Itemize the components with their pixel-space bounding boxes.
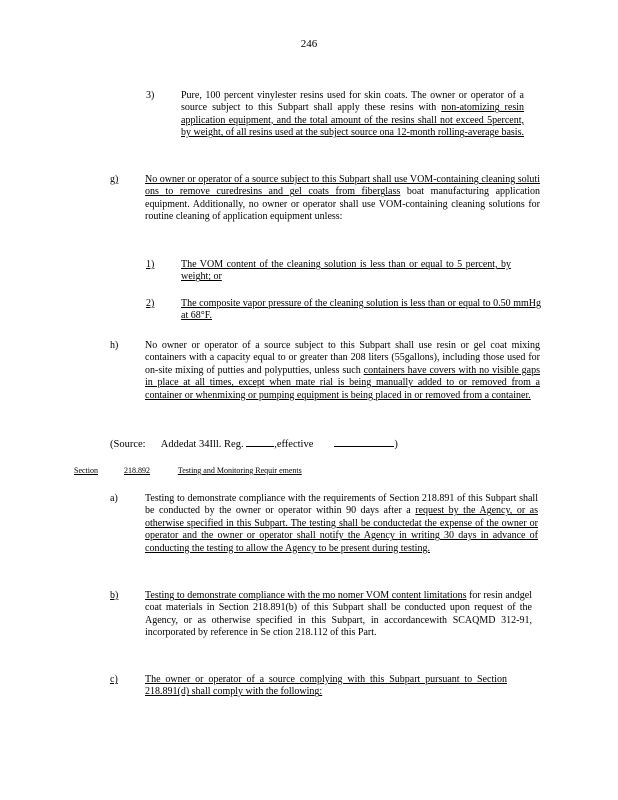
item-a-text — [145, 493, 538, 555]
item-b-label: b) — [110, 590, 119, 601]
item-3-label: 3) — [146, 90, 155, 101]
item-c-label: c) — [110, 674, 118, 685]
item-g2-label: 2) — [146, 298, 155, 309]
item-b-plain: for resin andgel coat materials in Section 218.891(b) of this Subpart shall be conducted upon request of the Agency, or as otherwise specified in this Subpart, in accordancewith SCAQMD 312-91, incorporated by reference in Se ction 218.112 of this Part. — [145, 590, 532, 639]
source-note: (Source: Addedat 34Ill. Reg. ,effective ) — [110, 439, 398, 450]
item-a-label: a) — [110, 493, 118, 504]
item-h-text — [145, 340, 540, 402]
item-h-underlined: containers have covers with no visible gaps in place at all times, except when mate rial is being manually added to or removed from a container or whenmixing or pumping equipment is being placed in or removed from a container. — [145, 364, 541, 401]
item-a-underlined: request by the Agency, or as otherwise specified in this Subpart. The testing shall be conductedat the expense of the owner or operator and the owner or operator shall notify the Agency in writing 30 days in advance of conducting the testing to allow the Agency to be present during testing. — [145, 505, 539, 554]
item-b-underlined: Testing to demonstrate compliance with the mo nomer VOM content limitations — [145, 590, 467, 601]
item-h-label: h) — [110, 340, 119, 351]
item-g1-text: The VOM content of the cleaning solution is less than or equal to 5 percent, by weight; or — [181, 259, 511, 283]
item-g1-label: 1) — [146, 259, 155, 270]
item-g-plain: boat manufacturing application equipment. Additionally, no owner or operator shall use VOM-containing cleaning solutions for routine cleaning of application equipment unless: — [145, 186, 540, 223]
item-3-underlined: non-atomizing resin application equipment, and the total amount of the resins shall not exceed 5percent, by weight, of all resins used at the subject source ona 12-month rolling-average basis. — [181, 102, 524, 139]
page-number: 246 — [300, 38, 318, 50]
item-b-text — [145, 590, 532, 640]
item-3-plain: Pure, 100 percent vinylester resins used for skin coats. The owner or operator of a source subject to this Subpart shall apply these resins with — [181, 90, 524, 114]
item-g-text — [145, 174, 540, 224]
item-g-underlined: No owner or operator of a source subject to this Subpart shall use VOM-containing cleaning soluti ons to remove curedresins and gel coats from fiberglass — [145, 174, 540, 198]
item-a-plain: Testing to demonstrate compliance with the requirements of Section 218.891 of this Subpart shall be conducted by the owner or operator within 90 days after a — [145, 493, 538, 517]
section-heading: Section 218.892 Testing and Monitoring Requir ements — [74, 466, 302, 475]
item-3-text — [181, 90, 524, 140]
item-h-plain: No owner or operator of a source subject to this Subpart shall use resin or gel coat mixing containers with a capacity equal to or greater than 208 liters (55gallons), including those used for on-site mixing of putties and polyputties, unless such — [145, 340, 540, 376]
item-c-text: The owner or operator of a source complying with this Subpart pursuant to Section 218.891(d) shall comply with the following: — [145, 674, 507, 698]
item-g2-text: The composite vapor pressure of the cleaning solution is less than or equal to 0.50 mmHg at 68°F. — [181, 298, 541, 322]
item-g-label: g) — [110, 174, 119, 185]
